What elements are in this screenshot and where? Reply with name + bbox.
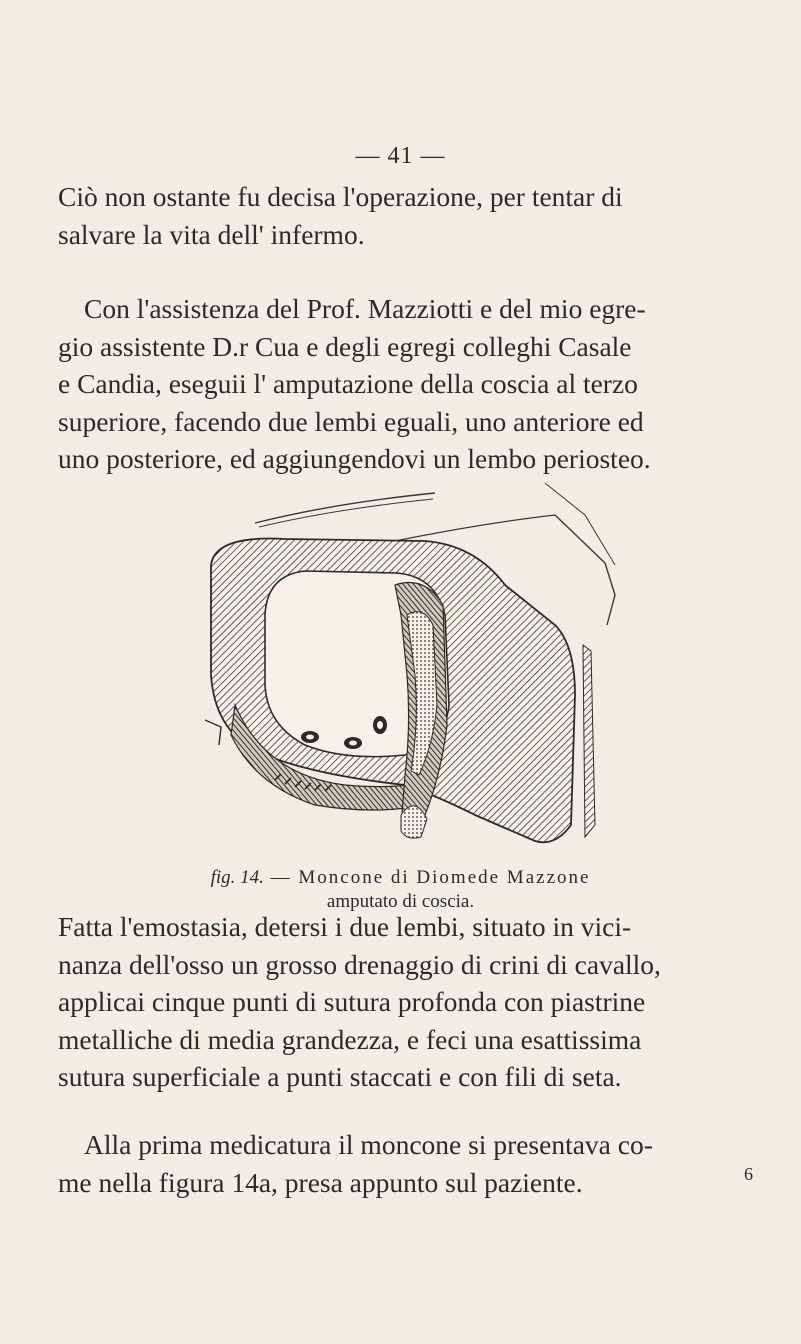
paragraph-3 (58, 908, 748, 1096)
figure-reference: fig. 14. (210, 867, 264, 888)
paragraph-1 (58, 178, 748, 253)
text-line: e Candia, eseguii l' amputazione della coscia al terzo (58, 368, 638, 399)
signature-mark: 6 (744, 1164, 753, 1184)
text-line: me nella figura 14a, presa appunto sul paziente. (58, 1166, 583, 1198)
caption-line-2: amputato di coscia. (326, 891, 475, 912)
text-line: gio assistente D.r Cua e degli egregi colleghi Casale (58, 330, 632, 362)
paragraph-2 (58, 290, 748, 478)
page-number-header: — 41 — (355, 143, 446, 169)
text-line: Con l'assistenza del Prof. Mazziotti e del mio egre- (84, 293, 646, 324)
text-line: applicai cinque punti di sutura profonda con piastrine (58, 986, 646, 1017)
amputation-stump-illustration (175, 475, 655, 855)
paragraph-4 (58, 1126, 748, 1201)
text-line: superiore, facendo due lembi eguali, uno anteriore ed (58, 405, 644, 437)
text-line: salvare la vita dell' infermo. (58, 218, 365, 250)
caption-line-1 (0, 866, 801, 890)
text-line: sutura superficiale a punti staccati e con fili di seta. (58, 1061, 622, 1092)
text-line: uno posteriore, ed aggiungendovi un lembo periosteo. (58, 443, 651, 474)
text-line: metalliche di media grandezza, e feci una esattissima (58, 1023, 642, 1055)
caption-subject: — Moncone di Diomede Mazzone (263, 867, 591, 888)
text-line: Fatta l'emostasia, detersi i due lembi, situato in vici- (58, 911, 632, 942)
text-line: nanza dell'osso un grosso drenaggio di crini di cavallo, (58, 948, 661, 980)
figure-caption (0, 866, 801, 914)
text-line: Ciò non ostante fu decisa l'operazione, per tentar di (58, 181, 623, 212)
text-line: Alla prima medicatura il moncone si presentava co- (84, 1129, 653, 1160)
